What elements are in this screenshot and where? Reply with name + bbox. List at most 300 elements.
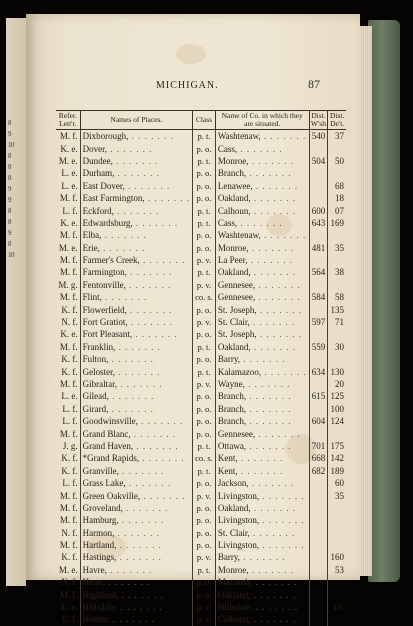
row-place-name: Geloster, . . . — [80, 365, 193, 377]
row-dist-detroit — [328, 167, 346, 179]
table-row — [56, 365, 346, 377]
row-place-name: Grand Haven, . . . — [80, 440, 193, 452]
row-dist-detroit: 125 — [328, 390, 346, 402]
row-place-name: *Grand Rapids, . . . — [80, 452, 193, 464]
row-refer: M. f. — [59, 589, 78, 600]
row-dist-washington — [309, 477, 328, 489]
row-place-name: Heart, . . . — [80, 576, 193, 588]
row-refer: L. e. — [61, 602, 78, 613]
row-place-name: Farmer's Creek, . . . — [80, 254, 193, 266]
table-row — [56, 452, 346, 464]
row-dist-washington — [309, 427, 328, 439]
row-county: Livingston, . . . — [215, 539, 309, 551]
row-county: Washtenaw, . . . — [215, 229, 309, 241]
row-refer: M. f. — [59, 540, 78, 551]
row-county: Calhoun, . . . — [215, 613, 309, 625]
row-dist-washington — [309, 601, 328, 613]
row-dist-detroit: 68 — [328, 180, 346, 192]
row-class: p. o. — [193, 180, 216, 192]
row-dist-washington — [309, 167, 328, 179]
col-header-dist-detroit: Dist. De't. — [328, 111, 346, 130]
table-header — [56, 111, 346, 130]
row-place-name: Erie, . . . — [80, 242, 193, 254]
row-refer: J. g. — [62, 440, 78, 451]
row-dist-washington — [309, 142, 328, 154]
row-class: p. t. — [193, 217, 216, 229]
row-dist-washington — [309, 328, 328, 340]
row-dist-washington: 504 — [309, 155, 328, 167]
row-dist-washington — [309, 254, 328, 266]
row-county: Monroe, . . . — [215, 155, 309, 167]
row-place-name: Green Oakville, . . . — [80, 489, 193, 501]
row-place-name: Edwardsburg, . . . — [80, 217, 193, 229]
row-place-name: Gibraltar, . . . — [80, 378, 193, 390]
row-dist-washington — [309, 378, 328, 390]
row-class: p. v. — [193, 316, 216, 328]
table-row — [56, 328, 346, 340]
table-row — [56, 192, 346, 204]
row-place-name: Dixborough, . . . — [80, 130, 193, 143]
table-row — [56, 588, 346, 600]
row-dist-detroit: 10. — [328, 601, 346, 613]
row-dist-detroit: 35 — [328, 489, 346, 501]
row-refer: L. f. — [62, 205, 78, 216]
row-class: p. t. — [193, 266, 216, 278]
row-place-name: Flowerfield, . . . — [80, 303, 193, 315]
stain — [176, 44, 206, 64]
page-number: 87 — [308, 77, 320, 91]
facing-page-number: 9 — [8, 229, 11, 237]
row-dist-washington: 615 — [309, 390, 328, 402]
row-refer: L. e. — [61, 180, 78, 191]
row-county: Macomb, . . . — [215, 576, 309, 588]
row-dist-washington — [309, 539, 328, 551]
row-county: Cass, . . . — [215, 217, 309, 229]
row-place-name: Harmon, . . . — [80, 527, 193, 539]
col-header-dist-washington: Dist. W'sh — [310, 111, 326, 128]
row-county: Kent, . . . — [215, 452, 309, 464]
row-class: p. t. — [193, 155, 216, 167]
row-dist-washington: 597 — [309, 316, 328, 328]
row-place-name: Granville, . . . — [80, 465, 193, 477]
table-row — [56, 415, 346, 427]
row-county: Monroe, . . . — [215, 564, 309, 576]
row-class: p. o. — [193, 229, 216, 241]
table-row — [56, 155, 346, 167]
facing-page-number: 8 — [8, 119, 11, 127]
row-refer: K. f. — [61, 453, 78, 464]
table-row — [56, 390, 346, 402]
table-body — [56, 130, 346, 626]
row-dist-detroit — [328, 353, 346, 365]
row-refer: K. f. — [61, 354, 78, 365]
table-row — [56, 229, 346, 241]
row-dist-detroit — [328, 527, 346, 539]
row-dist-detroit: 38 — [328, 266, 346, 278]
row-dist-detroit: 130 — [328, 365, 346, 377]
row-dist-detroit — [328, 254, 346, 266]
row-county: Monroe, . . . — [215, 242, 309, 254]
row-refer: M. f. — [59, 341, 78, 352]
row-county: Oakland, . . . — [215, 266, 309, 278]
row-dist-washington: 643 — [309, 217, 328, 229]
row-county: Oakland, . . . — [215, 588, 309, 600]
row-refer: L. f. — [62, 478, 78, 489]
row-dist-washington — [309, 588, 328, 600]
row-place-name: Havre, . . . — [80, 564, 193, 576]
row-dist-washington: 701 — [309, 440, 328, 452]
table-row — [56, 539, 346, 551]
row-class: p. t. — [193, 204, 216, 216]
row-refer: M. f. — [59, 131, 78, 142]
row-dist-washington — [309, 527, 328, 539]
row-place-name: Hillsdale, . . . — [80, 601, 193, 613]
facing-page-number: 8 — [8, 174, 11, 182]
row-county: Barry, . . . — [215, 353, 309, 365]
row-county: Jackson, . . . — [215, 477, 309, 489]
row-refer: M. f. — [59, 193, 78, 204]
row-class: co. s. — [193, 452, 216, 464]
row-refer: M. e. — [58, 155, 78, 166]
row-refer: K. f. — [61, 304, 78, 315]
row-class: p. o. — [193, 192, 216, 204]
row-class: p. t. — [193, 465, 216, 477]
row-refer: K. f. — [61, 366, 78, 377]
row-dist-washington: 540 — [309, 130, 328, 143]
row-county: St. Clair, . . . — [215, 527, 309, 539]
row-county: Livingston, . . . — [215, 489, 309, 501]
row-county: Gennesee, . . . — [215, 279, 309, 291]
table-row — [56, 303, 346, 315]
row-class: p. o. — [193, 539, 216, 551]
row-dist-washington — [309, 303, 328, 315]
table-row — [56, 514, 346, 526]
table-row — [56, 465, 346, 477]
row-dist-washington: 564 — [309, 266, 328, 278]
row-place-name: Farmington, . . . — [80, 266, 193, 278]
row-place-name: Goodwinsville, . . . — [80, 415, 193, 427]
row-dist-detroit: 35 — [328, 242, 346, 254]
row-refer: M. f. — [59, 428, 78, 439]
table-row — [56, 551, 346, 563]
row-class: p. v. — [193, 489, 216, 501]
row-class: p. o. — [193, 303, 216, 315]
book-cover — [368, 20, 400, 582]
row-place-name: Dover, . . . — [80, 142, 193, 154]
row-county: Hillsdale, . . . — [215, 601, 309, 613]
facing-page-number: 10 — [8, 141, 14, 149]
table-row — [56, 353, 346, 365]
row-dist-detroit: 53 — [328, 564, 346, 576]
facing-page — [6, 18, 26, 586]
row-dist-washington — [309, 514, 328, 526]
row-refer: M. f. — [59, 267, 78, 278]
table-row — [56, 341, 346, 353]
row-place-name: Gilead, . . . — [80, 390, 193, 402]
row-county: Oakland, . . . — [215, 341, 309, 353]
row-refer: M. e. — [58, 564, 78, 575]
row-county: Ottawa, . . . — [215, 440, 309, 452]
row-county: St. Clair, . . . — [215, 316, 309, 328]
table-row — [56, 167, 346, 179]
row-dist-washington: 559 — [309, 341, 328, 353]
book — [6, 12, 404, 625]
row-class: p. o. — [193, 390, 216, 402]
row-dist-washington — [309, 613, 328, 625]
row-place-name: Dundee, . . . — [80, 155, 193, 167]
row-class: p. o. — [193, 242, 216, 254]
row-county: Branch, . . . — [215, 415, 309, 427]
row-refer: N. f. — [61, 317, 78, 328]
table-row — [56, 477, 346, 489]
row-place-name: Hamburg, . . . — [80, 514, 193, 526]
row-dist-detroit: 160 — [328, 551, 346, 563]
table-row — [56, 242, 346, 254]
row-dist-detroit — [328, 229, 346, 241]
row-refer: M. f. — [59, 515, 78, 526]
row-county: Oakland, . . . — [215, 502, 309, 514]
row-class: p. o. — [193, 328, 216, 340]
col-header-class: Class — [193, 111, 216, 130]
row-place-name: Flint, . . . — [80, 291, 193, 303]
row-dist-washington — [309, 564, 328, 576]
row-place-name: Franklin, . . . — [80, 341, 193, 353]
facing-page-number: 8 — [8, 207, 11, 215]
row-county: Kent, . . . — [215, 465, 309, 477]
row-dist-washington: 584 — [309, 291, 328, 303]
row-county: Lenawee, . . . — [215, 180, 309, 192]
row-refer: M. f. — [59, 230, 78, 241]
table-row — [56, 427, 346, 439]
col-header-county: Name of Co. in which they are situated. — [215, 111, 309, 130]
row-dist-detroit — [328, 328, 346, 340]
row-class: p. o. — [193, 353, 216, 365]
table-row — [56, 502, 346, 514]
row-dist-detroit — [328, 613, 346, 625]
row-dist-washington: 604 — [309, 415, 328, 427]
row-county: Kalamazoo, . . . — [215, 365, 309, 377]
row-dist-detroit: 30 — [328, 341, 346, 353]
row-refer: K. e. — [60, 329, 78, 340]
row-dist-washington — [309, 502, 328, 514]
row-class: p. o. — [193, 142, 216, 154]
row-dist-detroit: 169 — [328, 217, 346, 229]
row-dist-detroit: 07 — [328, 204, 346, 216]
row-dist-detroit: 18 — [328, 192, 346, 204]
row-class: p. v. — [193, 601, 216, 613]
facing-page-column — [8, 118, 22, 261]
row-dist-detroit: 71 — [328, 316, 346, 328]
row-place-name: Fentonville, . . . — [80, 279, 193, 291]
table-row — [56, 266, 346, 278]
row-dist-washington: 481 — [309, 242, 328, 254]
row-county: Branch, . . . — [215, 403, 309, 415]
table-row — [56, 613, 346, 625]
row-county: Washtenaw, . . . — [215, 130, 309, 143]
row-class: p. v. — [193, 551, 216, 563]
row-class: p. t. — [193, 440, 216, 452]
row-dist-washington — [309, 180, 328, 192]
row-county: Branch, . . . — [215, 390, 309, 402]
row-refer: K. f. — [61, 552, 78, 563]
row-place-name: Durham, . . . — [80, 167, 193, 179]
table-row — [56, 217, 346, 229]
row-dist-detroit — [328, 588, 346, 600]
row-dist-washington — [309, 403, 328, 415]
table-row — [56, 440, 346, 452]
row-county: Livingston, . . . — [215, 514, 309, 526]
row-dist-washington — [309, 192, 328, 204]
row-dist-detroit: 124 — [328, 415, 346, 427]
row-place-name: Fort Pleasant, . . . — [80, 328, 193, 340]
row-dist-detroit — [328, 427, 346, 439]
row-dist-detroit: 142 — [328, 452, 346, 464]
row-refer: M. f. — [59, 502, 78, 513]
row-refer: L. f. — [62, 416, 78, 427]
row-class: p. v. — [193, 279, 216, 291]
table-row — [56, 576, 346, 588]
row-refer: M. g. — [58, 279, 78, 290]
row-refer: M. f. — [59, 490, 78, 501]
row-class: p. o. — [193, 167, 216, 179]
table-row — [56, 130, 346, 143]
row-dist-detroit: 135 — [328, 303, 346, 315]
row-county: Wayne, . . . — [215, 378, 309, 390]
row-county: La Peer, . . . — [215, 254, 309, 266]
row-dist-detroit — [328, 539, 346, 551]
row-place-name: East Farmington, . . . — [80, 192, 193, 204]
row-refer: N. f. — [61, 527, 78, 538]
facing-page-number: 9 — [8, 185, 11, 193]
row-dist-washington — [309, 551, 328, 563]
row-refer: K. f. — [61, 465, 78, 476]
table-row — [56, 142, 346, 154]
row-county: Cass, . . . — [215, 142, 309, 154]
row-dist-detroit — [328, 576, 346, 588]
page-header — [26, 77, 360, 94]
row-place-name: East Dover, . . . — [80, 180, 193, 192]
row-class: p. o. — [193, 427, 216, 439]
table-row — [56, 180, 346, 192]
table-row — [56, 378, 346, 390]
row-county: Barry, . . . — [215, 551, 309, 563]
table-row — [56, 316, 346, 328]
row-class: p. v. — [193, 254, 216, 266]
row-class: p. o. — [193, 403, 216, 415]
row-refer: K. e. — [60, 143, 78, 154]
row-dist-washington — [309, 576, 328, 588]
row-dist-detroit — [328, 514, 346, 526]
row-class: p. t. — [193, 365, 216, 377]
row-dist-washington: 668 — [309, 452, 328, 464]
row-class: p. o. — [193, 588, 216, 600]
row-class: p. v. — [193, 613, 216, 625]
row-class: p. o. — [193, 415, 216, 427]
row-dist-detroit: 100 — [328, 403, 346, 415]
row-dist-detroit: 58 — [328, 291, 346, 303]
facing-page-number: 8 — [8, 240, 11, 248]
row-class: p. o. — [193, 527, 216, 539]
row-refer: M. f. — [59, 379, 78, 389]
facing-page-number: 10 — [8, 251, 14, 259]
row-dist-detroit: 189 — [328, 465, 346, 477]
row-dist-washington — [309, 279, 328, 291]
row-class: p. o. — [193, 502, 216, 514]
row-place-name: Hartland, . . . — [80, 539, 193, 551]
page-title: MICHIGAN. — [156, 80, 219, 91]
table-row — [56, 204, 346, 216]
row-place-name: Girard, . . . — [80, 403, 193, 415]
row-dist-washington: 600 — [309, 204, 328, 216]
book-page — [26, 14, 360, 625]
row-class: p. t. — [193, 130, 216, 143]
row-place-name: Hastings, . . . — [80, 551, 193, 563]
row-dist-washington — [309, 489, 328, 501]
row-county: Oakland, . . . — [215, 192, 309, 204]
row-county: St. Joseph, . . . — [215, 328, 309, 340]
table-row — [56, 601, 346, 613]
row-refer: L. f. — [62, 403, 78, 414]
row-place-name: Eckford, . . . — [80, 204, 193, 216]
row-refer: M. f. — [59, 292, 78, 303]
row-class: p. t. — [193, 564, 216, 576]
row-refer: L. f. — [62, 614, 78, 625]
row-class: p. t. — [193, 341, 216, 353]
row-dist-detroit: 50 — [328, 155, 346, 167]
row-refer: M. e. — [58, 242, 78, 253]
row-place-name: Fort Gratiot, . . . — [80, 316, 193, 328]
row-dist-detroit: 37 — [328, 130, 346, 143]
facing-page-number: 8 — [8, 152, 11, 160]
row-dist-detroit: 175 — [328, 440, 346, 452]
row-refer: L. e. — [61, 168, 78, 179]
row-place-name: Fulton, . . . — [80, 353, 193, 365]
facing-page-number: 9 — [8, 130, 11, 138]
row-refer: K. e. — [60, 217, 78, 228]
row-county: St. Joseph, . . . — [215, 303, 309, 315]
row-dist-washington: 634 — [309, 365, 328, 377]
row-dist-washington — [309, 229, 328, 241]
row-place-name: Highland, . . . — [80, 588, 193, 600]
facing-page-number: 8 — [8, 163, 11, 171]
row-dist-detroit: 20 — [328, 378, 346, 390]
row-refer: L. e. — [61, 391, 78, 402]
row-county: Gennesee, . . . — [215, 427, 309, 439]
table-row — [56, 527, 346, 539]
col-header-refer: Refer. Lett'r. — [56, 111, 80, 130]
row-class: co. s. — [193, 291, 216, 303]
facing-page-number: 8 — [8, 218, 11, 226]
row-class: p. o. — [193, 477, 216, 489]
row-dist-detroit: 60 — [328, 477, 346, 489]
table-row — [56, 564, 346, 576]
row-class: p. v. — [193, 378, 216, 390]
facing-page-number: 9 — [8, 196, 11, 204]
row-dist-washington — [309, 353, 328, 365]
row-place-name: Grand Blanc, . . . — [80, 427, 193, 439]
row-dist-detroit — [328, 142, 346, 154]
row-place-name: Elba, . . . — [80, 229, 193, 241]
row-class: p. o. — [193, 576, 216, 588]
row-dist-washington: 682 — [309, 465, 328, 477]
table-row — [56, 489, 346, 501]
row-dist-detroit — [328, 279, 346, 291]
page-edges — [358, 26, 372, 576]
row-county: Branch, . . . — [215, 167, 309, 179]
row-class: p. o. — [193, 514, 216, 526]
row-refer: N. f. — [61, 577, 78, 588]
row-county: Calhoun, . . . — [215, 204, 309, 216]
